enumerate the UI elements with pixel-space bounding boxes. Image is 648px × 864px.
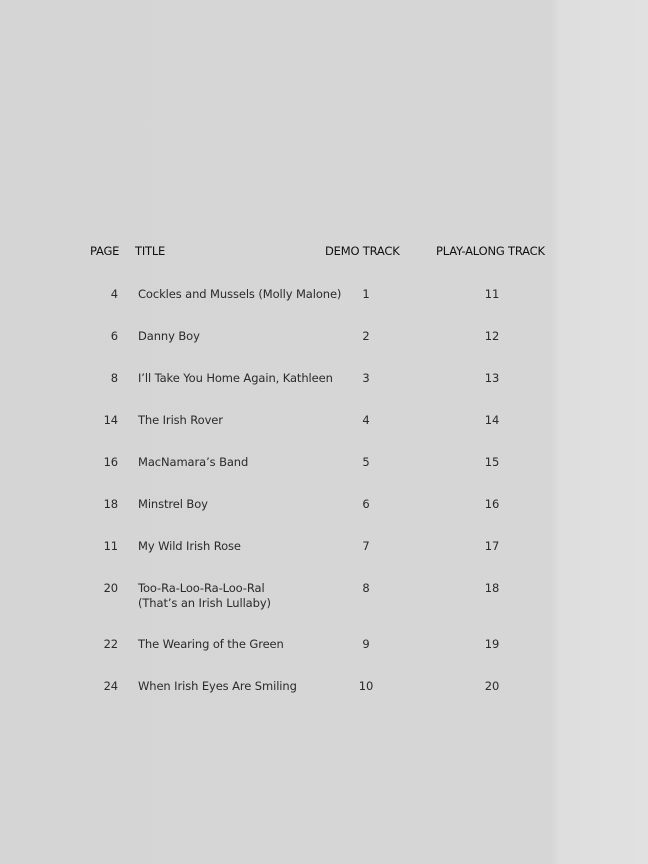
row-page-number: 4: [110, 287, 118, 301]
row-title: [138, 679, 297, 694]
row-title-line: The Wearing of the Green: [138, 637, 284, 651]
row-title-line: The Irish Rover: [138, 413, 223, 427]
row-title: [138, 539, 241, 554]
table-header: [0, 244, 648, 260]
row-play-along-track: 13: [484, 371, 500, 385]
row-demo-track: 7: [362, 539, 370, 553]
row-title-line: MacNamara’s Band: [138, 455, 249, 469]
row-title: [138, 581, 271, 611]
row-title: [138, 637, 284, 652]
row-demo-track: 5: [362, 455, 370, 469]
row-title: [138, 287, 341, 302]
row-play-along-track: 20: [484, 679, 500, 693]
header-title: TITLE: [135, 244, 166, 258]
row-title: [138, 455, 248, 470]
row-demo-track: 6: [362, 497, 370, 511]
row-title-line: Minstrel Boy: [138, 497, 208, 511]
row-demo-track: 3: [362, 371, 370, 385]
row-title-line: Cockles and Mussels (Molly Malone): [138, 287, 342, 301]
row-page-number: 20: [103, 581, 118, 595]
row-demo-track: 2: [362, 329, 370, 343]
row-title-line: I’ll Take You Home Again, Kathleen: [138, 371, 333, 385]
row-page-number: 18: [103, 497, 118, 511]
row-title: [138, 413, 223, 428]
row-page-number: 24: [103, 679, 118, 693]
row-page-number: 8: [110, 371, 118, 385]
row-demo-track: 9: [362, 637, 370, 651]
row-play-along-track: 14: [484, 413, 500, 427]
row-title: [138, 497, 208, 512]
row-play-along-track: 17: [484, 539, 500, 553]
row-page-number: 6: [110, 329, 118, 343]
row-demo-track: 1: [362, 287, 370, 301]
header-demo-track: DEMO TRACK: [325, 244, 400, 258]
header-page: PAGE: [90, 244, 120, 258]
row-play-along-track: 12: [484, 329, 500, 343]
row-title-line: My Wild Irish Rose: [138, 539, 241, 553]
row-title-line: When Irish Eyes Are Smiling: [138, 679, 297, 693]
row-title: [138, 329, 200, 344]
row-play-along-track: 16: [484, 497, 500, 511]
row-play-along-track: 19: [484, 637, 500, 651]
row-play-along-track: 18: [484, 581, 500, 595]
row-demo-track: 10: [358, 679, 374, 693]
row-play-along-track: 11: [484, 287, 500, 301]
row-title-line: Danny Boy: [138, 329, 200, 343]
row-page-number: 11: [103, 539, 118, 553]
row-title: [138, 371, 333, 386]
row-title-line: (That’s an Irish Lullaby): [138, 596, 271, 610]
row-play-along-track: 15: [484, 455, 500, 469]
row-demo-track: 8: [362, 581, 370, 595]
header-play-along-track: PLAY-ALONG TRACK: [436, 244, 545, 258]
row-page-number: 16: [103, 455, 118, 469]
row-page-number: 14: [103, 413, 118, 427]
row-demo-track: 4: [362, 413, 370, 427]
row-title-line: Too-Ra-Loo-Ra-Loo-Ral: [138, 581, 265, 595]
row-page-number: 22: [103, 637, 118, 651]
